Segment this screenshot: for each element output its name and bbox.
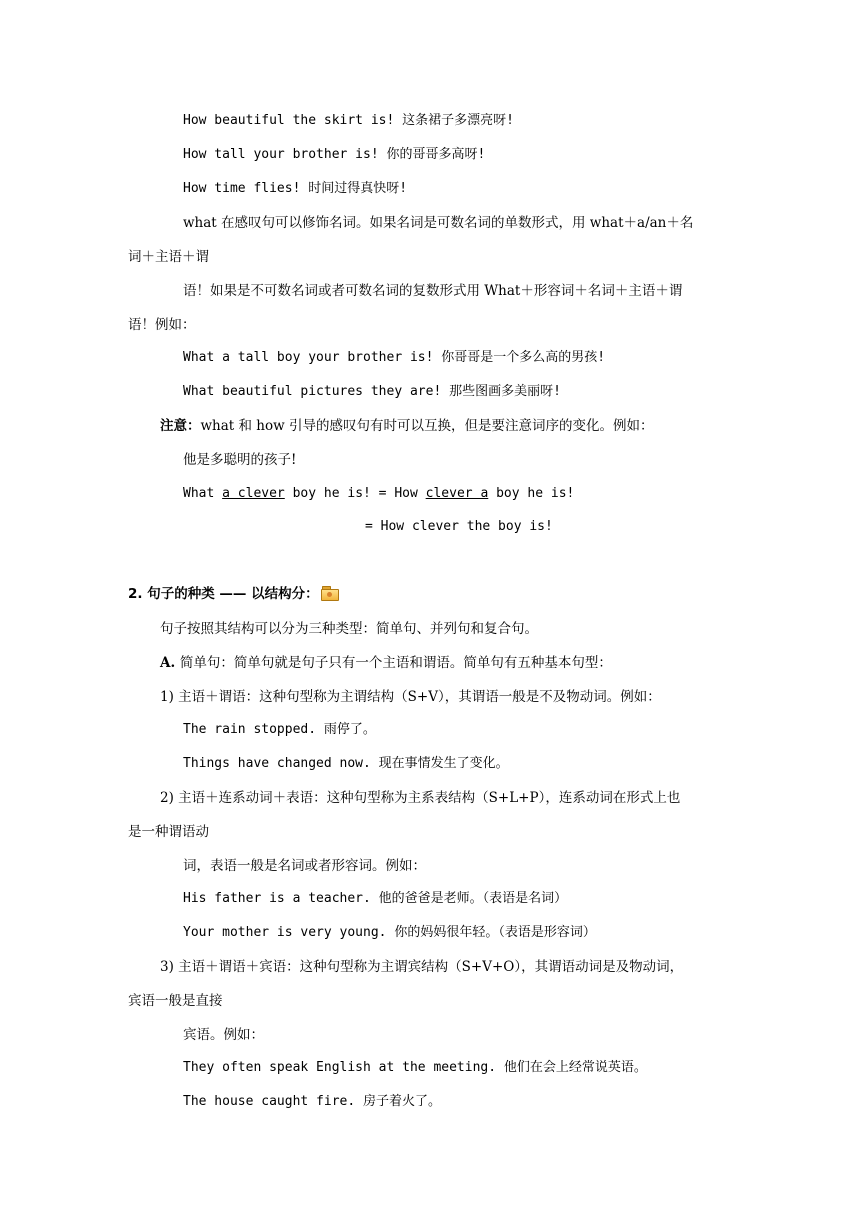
- example-line: The house caught fire. 房子着火了。: [183, 1094, 442, 1109]
- rule-text: 语！例如：: [128, 317, 196, 333]
- note-en-part: What: [183, 486, 223, 501]
- pattern-1: 1) 主语＋谓语：这种句型称为主谓结构（S+V），其谓语一般是不及物动词。例如：: [160, 689, 661, 705]
- section-intro: 句子按照其结构可以分为三种类型：简单句、并列句和复合句。: [160, 621, 538, 637]
- example-line: They often speak English at the meeting. 他们在会上经常说英语。: [183, 1060, 647, 1075]
- note-english-example: [183, 485, 574, 503]
- example-line: How beautiful the skirt is! 这条裙子多漂亮呀!: [183, 113, 514, 128]
- subsection-label: A.: [160, 655, 180, 671]
- example-line: What a tall boy your brother is! 你哥哥是一个多么高的男孩!: [183, 350, 606, 365]
- example-line: Things have changed now. 现在事情发生了变化。: [183, 756, 509, 771]
- note-en-part: boy he is!: [488, 486, 575, 501]
- example-line: How tall your brother is! 你的哥哥多高呀!: [183, 147, 486, 162]
- example-line: His father is a teacher. 他的爸爸是老师。（表语是名词）: [183, 891, 568, 906]
- rule-text: 词＋主语＋谓: [128, 249, 209, 265]
- note-en-part: boy he is! = How: [284, 486, 426, 501]
- section-heading-text: 2. 句子的种类 —— 以结构分：: [128, 586, 319, 602]
- pattern-3-cont: 宾语一般是直接: [128, 993, 223, 1009]
- underlined-phrase: a clever: [222, 486, 285, 501]
- underlined-phrase: clever a: [425, 486, 489, 501]
- example-line: How time flies! 时间过得真快呀!: [183, 181, 408, 196]
- note-paragraph: [160, 417, 653, 435]
- example-line: What beautiful pictures they are! 那些图画多美丽呀!: [183, 384, 561, 399]
- rule-text: 语！如果是不可数名词或者可数名词的复数形式用 What＋形容词＋名词＋主语＋谓: [183, 283, 683, 299]
- note-english-equivalent: = How clever the boy is!: [365, 519, 553, 534]
- example-line: The rain stopped. 雨停了。: [183, 722, 376, 737]
- subsection-text: 简单句：简单句就是句子只有一个主语和谓语。简单句有五种基本句型：: [179, 655, 612, 671]
- subsection-a: [160, 654, 612, 672]
- rule-text: what 在感叹句可以修饰名词。如果名词是可数名词的单数形式，用 what＋a/an＋名: [183, 215, 694, 231]
- pattern-3-cont: 宾语。例如：: [183, 1027, 264, 1043]
- pattern-2-cont: 是一种谓语动: [128, 824, 209, 840]
- folder-icon[interactable]: [321, 586, 339, 600]
- note-label: 注意：: [160, 418, 201, 434]
- note-chinese-example: 他是多聪明的孩子!: [183, 452, 297, 468]
- pattern-2-cont: 词，表语一般是名词或者形容词。例如：: [183, 858, 426, 874]
- example-line: Your mother is very young. 你的妈妈很年轻。（表语是形容词）: [183, 925, 596, 940]
- note-text: what 和 how 引导的感叹句有时可以互换，但是要注意词序的变化。例如：: [200, 418, 654, 434]
- pattern-3: 3) 主语＋谓语＋宾语：这种句型称为主谓宾结构（S+V+O），其谓语动词是及物动词，: [160, 959, 684, 975]
- pattern-2: 2) 主语＋连系动词＋表语：这种句型称为主系表结构（S+L+P），连系动词在形式上也: [160, 790, 681, 806]
- section-heading: [128, 585, 339, 603]
